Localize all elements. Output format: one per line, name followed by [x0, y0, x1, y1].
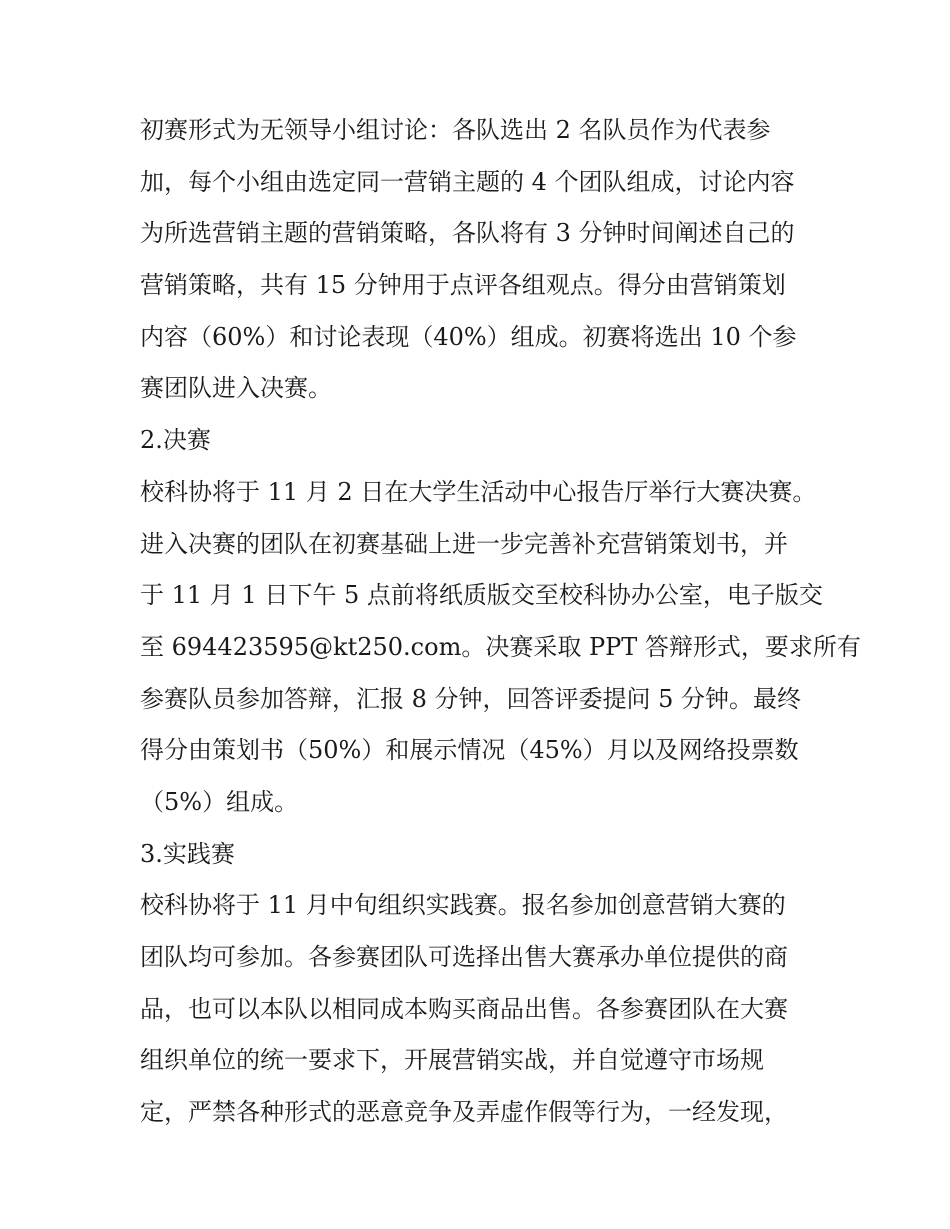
- paragraph-line: 内容（60%）和讨论表现（40%）组成。初赛将选出 10 个参: [140, 322, 797, 351]
- section-heading-practice: 3.实践赛: [140, 839, 235, 868]
- paragraph-line: 校科协将于 11 月中旬组织实践赛。报名参加创意营销大赛的: [140, 891, 786, 920]
- paragraph-line: 组织单位的统一要求下，开展营销实战，并自觉遵守市场规: [140, 1046, 764, 1075]
- paragraph-line: 加，每个小组由选定同一营销主题的 4 个团队组成，讨论内容: [140, 167, 795, 196]
- paragraph-line: 得分由策划书（50%）和展示情况（45%）月以及网络投票数: [140, 736, 799, 765]
- paragraph-line: 团队均可参加。各参赛团队可选择出售大赛承办单位提供的商: [140, 943, 788, 971]
- document-body: [140, 105, 861, 1139]
- paragraph-line: 校科协将于 11 月 2 日在大学生活动中心报告厅举行大赛决赛。: [140, 477, 817, 506]
- paragraph-line: 至 694423595@kt250.com。决赛采取 PPT 答辩形式，要求所有: [140, 632, 861, 661]
- paragraph-line: 于 11 月 1 日下午 5 点前将纸质版交至校科协办公室，电子版交: [140, 581, 823, 610]
- paragraph-line: 营销策略，共有 15 分钟用于点评各组观点。得分由营销策划: [140, 271, 786, 300]
- paragraph-line: （5%）组成。: [140, 787, 299, 816]
- paragraph-line: 参赛队员参加答辩，汇报 8 分钟，回答评委提问 5 分钟。最终: [140, 684, 802, 713]
- paragraph-line: 为所选营销主题的营销策略，各队将有 3 分钟时间阐述自己的: [140, 219, 795, 248]
- section-heading-final: 2.决赛: [140, 426, 211, 455]
- paragraph-line: 初赛形式为无领导小组讨论：各队选出 2 名队员作为代表参: [140, 116, 771, 144]
- paragraph-line: 赛团队进入决赛。: [140, 374, 332, 403]
- paragraph-line: 定，严禁各种形式的恶意竞争及弄虚作假等行为，一经发现，: [140, 1098, 788, 1127]
- paragraph-line: 品，也可以本队以相同成本购买商品出售。各参赛团队在大赛: [140, 994, 788, 1023]
- paragraph-line: 进入决赛的团队在初赛基础上进一步完善补充营销策划书，并: [140, 529, 788, 558]
